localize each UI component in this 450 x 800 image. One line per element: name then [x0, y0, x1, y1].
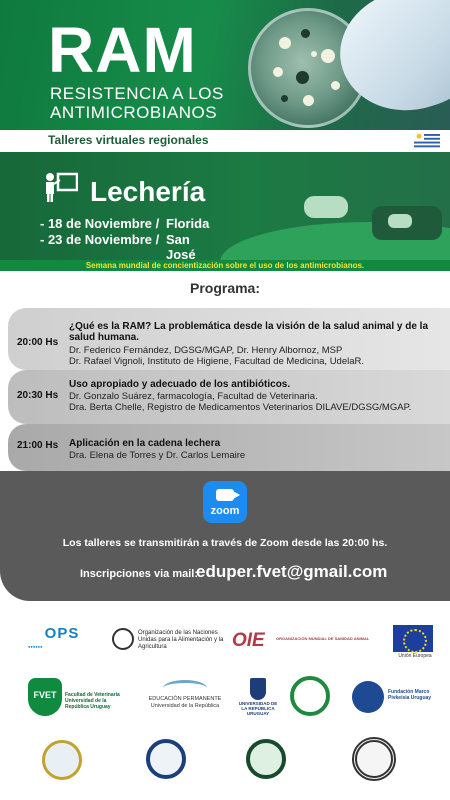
date-text: - 18 de Noviembre /: [40, 216, 160, 231]
cow-icon: [304, 196, 348, 218]
udelar-logo: [236, 678, 280, 716]
uruguay-flag-icon: [414, 132, 440, 149]
session-row: [8, 370, 450, 424]
header-banner: [0, 0, 450, 130]
page-subtitle: [50, 84, 224, 122]
udelar-shield-icon: [250, 678, 266, 700]
veterinary-seal-icon: [290, 676, 330, 716]
date-florida: [40, 216, 210, 231]
udelar-logo-text: UNIVERSIDAD DE LA REPÚBLICA URUGUAY: [238, 701, 278, 716]
session-speaker: Dr. Federico Fernández, DGSG/MGAP, Dr. Henry Albornoz, MSP: [69, 345, 343, 356]
page-title: RAM: [48, 14, 197, 86]
fvet-logo-text: Facultad de Veterinaria Universidad de la República Uruguay: [65, 692, 120, 710]
oie-logo-text: ORGANIZACIÓN MUNDIAL DE SANIDAD ANIMAL: [276, 636, 370, 641]
session-speaker: Dra. Berta Chelle, Registro de Medicamentos Veterinarios DILAVE/DGSG/MGAP.: [69, 402, 412, 413]
oie-mark-text: OIE: [232, 630, 265, 651]
eu-logo: [393, 625, 437, 659]
inscripciones-email[interactable]: eduper.fvet@gmail.com: [196, 562, 388, 581]
session-title: ¿Qué es la RAM? La problemática desde la visión de la salud animal y de la salud humana.: [69, 321, 429, 343]
session-row: [8, 308, 450, 370]
ops-logo-subtext: ●●●●●●: [28, 644, 43, 649]
session-title: Uso apropiado y adecuado de los antibióticos.: [69, 379, 291, 390]
subtitle-line-1: RESISTENCIA A LOS: [50, 84, 224, 103]
session-time: 21:00 Hs: [17, 440, 59, 451]
session-speaker: Dr. Rafael Vignoli, Instituto de Higiene, Facultad de Medicina, UdelaR.: [69, 356, 365, 367]
inscripciones-label: Inscripciones via mail:: [80, 568, 198, 580]
session-time: 20:00 Hs: [17, 337, 59, 348]
teacher-board-icon: [44, 172, 78, 202]
semana-text: Semana mundial de concientización sobre el uso de los antimicrobianos.: [85, 261, 365, 270]
session-speaker: Dra. Elena de Torres y Dr. Carlos Lemaire: [69, 450, 246, 461]
session-time: 20:30 Hs: [17, 390, 59, 401]
programa-heading: Programa:: [189, 280, 261, 296]
ops-logo: [28, 625, 96, 649]
date-text: - 23 de Noviembre /: [40, 232, 160, 247]
edu-arc-icon: [163, 680, 207, 696]
transmission-note: Los talleres se transmitirán a través de Zoom desde las 20:00 hs.: [62, 537, 388, 549]
marco-emblem-icon: [352, 681, 384, 713]
institution-seal-icon: [42, 740, 82, 780]
institution-seal-icon: [352, 737, 396, 781]
session-row: [8, 424, 450, 471]
lecheria-title: Lechería: [90, 176, 206, 207]
institution-seal-icon: [246, 739, 286, 779]
eu-logo-text: Unión Europea: [398, 653, 432, 659]
place-text: San José: [166, 232, 196, 260]
talleres-label: Talleres virtuales regionales: [48, 133, 209, 147]
place-text: Florida: [166, 216, 210, 231]
video-camera-icon: [216, 489, 234, 501]
subtitle-line-2: ANTIMICROBIANOS: [50, 103, 218, 122]
marco-logo-text: Fundación Marco Pivkeisia Uruguay: [388, 689, 432, 701]
educacion-permanente-logo: [140, 680, 230, 710]
cow-icon: [388, 214, 412, 228]
lecheria-banner: [0, 152, 450, 260]
edu-logo-text: EDUCACIÓN PERMANENTE Universidad de la República: [148, 696, 222, 709]
zoom-logo-icon: [203, 481, 247, 523]
session-speaker: Dr. Gonzalo Suárez, farmacología, Facultad de Veterinaria.: [69, 391, 318, 402]
eu-flag-icon: [393, 625, 433, 652]
institution-seal-icon: [146, 739, 186, 779]
zoom-label: zoom: [210, 505, 240, 517]
fvet-badge: FVET: [28, 678, 62, 716]
fao-emblem-icon: [112, 628, 134, 650]
ops-logo-text: OPS: [44, 625, 80, 642]
session-title: Aplicación en la cadena lechera: [69, 438, 221, 449]
date-san-jose: [40, 232, 196, 260]
fao-logo-text: Organización de las Naciones Unidas para la Alimentación y la Agricultura: [138, 630, 224, 650]
